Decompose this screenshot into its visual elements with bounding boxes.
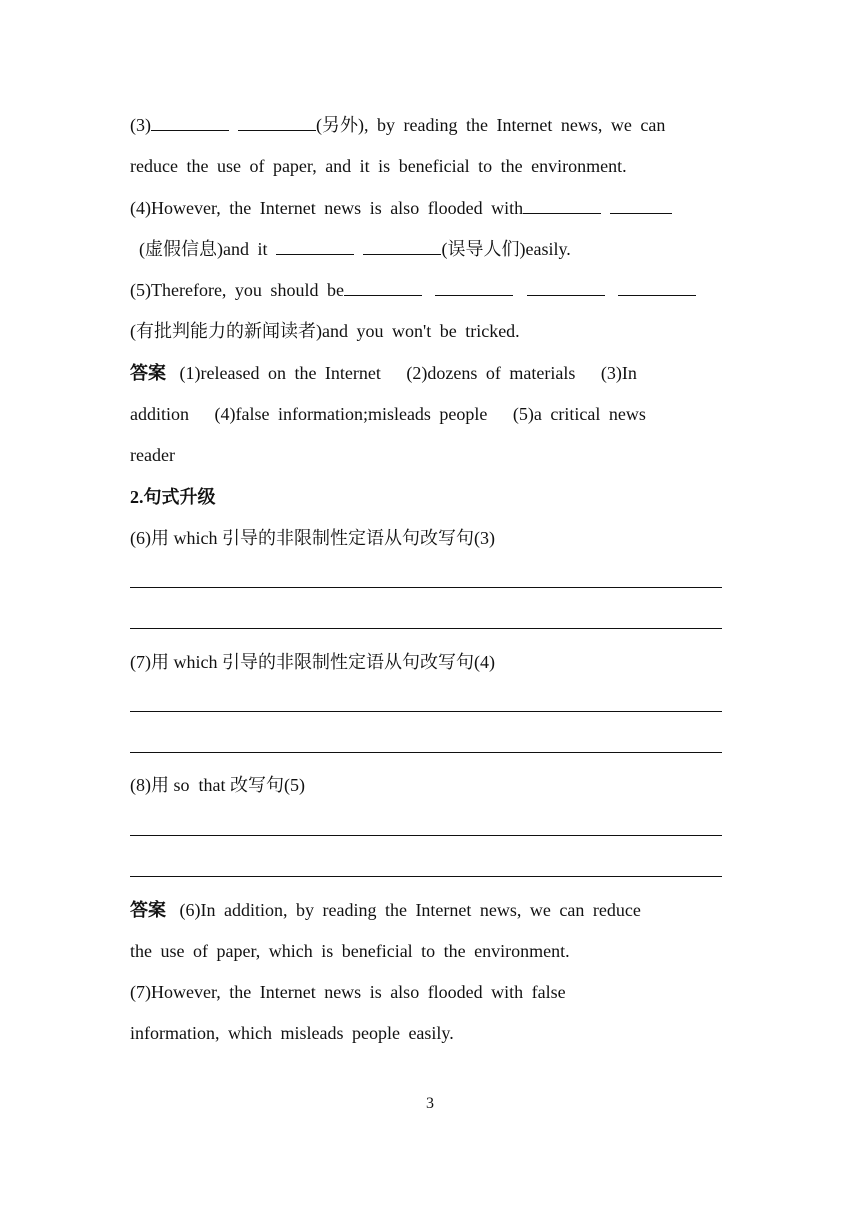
answer-rule xyxy=(130,587,722,588)
question-8: (8)用 so that 改写句(5) xyxy=(130,775,305,795)
answer-rule xyxy=(130,711,722,712)
answer-blank xyxy=(523,193,601,214)
answer-2-line-2: the use of paper, which is beneficial to the environment. xyxy=(130,941,570,961)
item-3-hint: (另外), by reading the Internet news, we can xyxy=(316,115,666,135)
answer-2-line-1 xyxy=(130,895,722,925)
item-4-hint: (虚假信息)and it xyxy=(139,239,268,259)
page-number: 3 xyxy=(426,1095,434,1112)
item-4-line-2 xyxy=(130,234,722,264)
item-4-line-1 xyxy=(130,193,722,223)
answer-blank xyxy=(363,234,441,255)
question-7: (7)用 which 引导的非限制性定语从句改写句(4) xyxy=(130,652,495,672)
answer-blank xyxy=(276,234,354,255)
item-3-line-2: reduce the use of paper, and it is beneficial to the environment. xyxy=(130,156,627,176)
answer-2-text-1: (6)In addition, by reading the Internet news, we can reduce xyxy=(179,900,641,920)
item-3-number: (3) xyxy=(130,115,151,135)
answer-rule xyxy=(130,876,722,877)
answer-blank xyxy=(618,275,696,296)
answer-blank xyxy=(344,275,422,296)
answer-2-line-3: (7)However, the Internet news is also flooded with false xyxy=(130,982,566,1002)
answer-blank xyxy=(527,275,605,296)
answer-1-text-1: (1)released on the Internet (2)dozens of materials (3)In xyxy=(179,363,637,383)
answer-1-line-3: reader xyxy=(130,445,175,465)
question-6: (6)用 which 引导的非限制性定语从句改写句(3) xyxy=(130,528,495,548)
section-2-title: 2.句式升级 xyxy=(130,487,216,507)
item-5-line-2: (有批判能力的新闻读者)and you won't be tricked. xyxy=(130,321,520,341)
answer-label: 答案 xyxy=(130,900,166,920)
item-4-text: (4)However, the Internet news is also flooded with xyxy=(130,198,524,218)
item-3-line-1 xyxy=(130,110,722,140)
answer-rule xyxy=(130,835,722,836)
answer-1-line-2: addition (4)false information;misleads people (5)a critical news xyxy=(130,404,646,424)
answer-1-line-1 xyxy=(130,358,722,388)
item-4-hint-2: (误导人们)easily. xyxy=(441,239,571,259)
answer-blank xyxy=(238,110,316,131)
answer-rule xyxy=(130,628,722,629)
answer-label: 答案 xyxy=(130,363,166,383)
answer-rule xyxy=(130,752,722,753)
answer-2-line-4: information, which misleads people easily. xyxy=(130,1023,454,1043)
answer-blank xyxy=(435,275,513,296)
answer-blank xyxy=(151,110,229,131)
item-5-line-1 xyxy=(130,275,722,305)
item-5-text: (5)Therefore, you should be xyxy=(130,280,344,300)
answer-blank xyxy=(610,193,672,214)
